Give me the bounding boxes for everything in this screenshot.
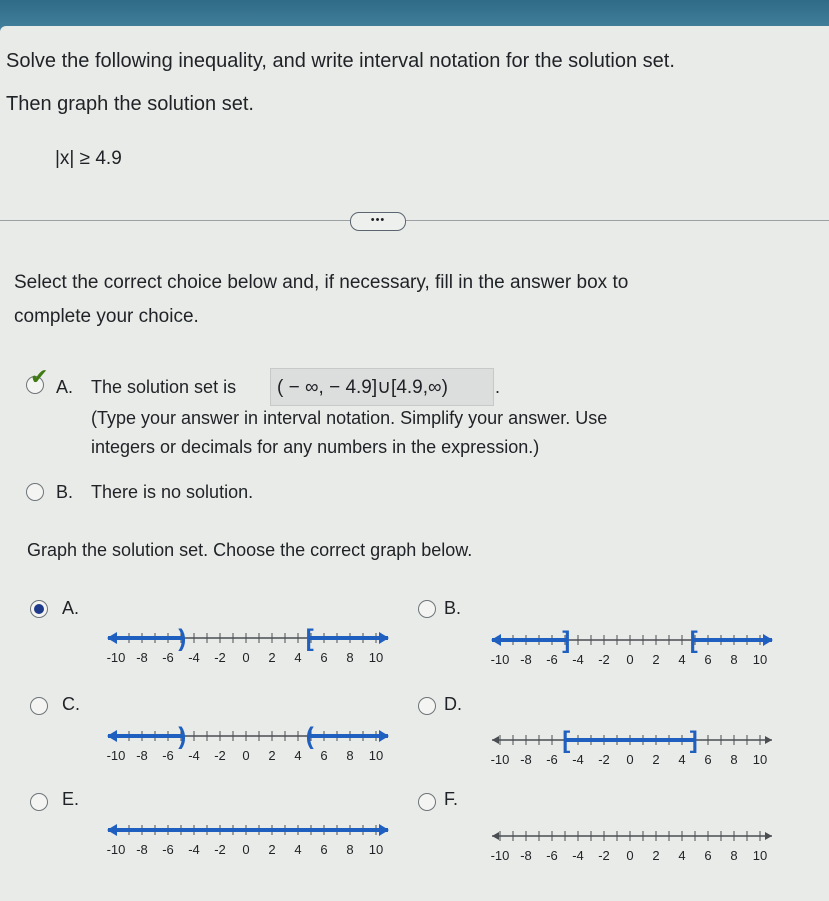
graph-option-d-radio[interactable] [418,697,436,715]
tick-label: 4 [678,848,686,863]
correct-check-icon: ✔ [30,364,49,389]
tick-label: 4 [294,842,302,857]
tick-label: -6 [546,652,558,667]
tick-label: 2 [652,652,660,667]
instructions-line-2: complete your choice. [14,306,199,327]
section-divider [0,220,829,221]
endpoint-bracket: ] [562,627,571,654]
tick-label: 10 [752,848,768,863]
tick-label: -10 [490,652,510,667]
graph-option-f-radio[interactable] [418,793,436,811]
tick-label: -8 [136,842,148,857]
instructions-line-1: Select the correct choice below and, if necessary, fill in the answer box to [14,272,629,293]
tick-label: -10 [490,848,510,863]
tick-label: 8 [346,842,354,857]
inequality-expression: |x| ≥ 4.9 [55,148,122,169]
number-line-graph[interactable] [484,722,784,782]
endpoint-bracket: [ [689,627,698,654]
graph-option-letter: C. [62,694,80,714]
tick-label: -4 [572,652,584,667]
tick-label: -8 [520,848,532,863]
number-line-graph[interactable] [484,818,784,878]
tick-label: 6 [320,748,328,763]
tick-label: 10 [368,748,384,763]
tick-label: 10 [752,752,768,767]
endpoint-bracket: ( [305,723,314,750]
axis-arrow-left [492,736,499,744]
shade-arrow-left [107,632,117,644]
tick-label: -10 [490,752,510,767]
choice-b-radio[interactable] [26,483,44,501]
more-button[interactable]: ••• [350,212,406,231]
graph-option-c-radio[interactable] [30,697,48,715]
tick-label: 6 [320,650,328,665]
tick-label: 0 [626,848,634,863]
tick-label: -2 [214,842,226,857]
axis-arrow-left [492,832,499,840]
answer-period: . [495,377,501,397]
tick-label: -4 [188,748,200,763]
tick-label: 8 [730,652,738,667]
graph-option-e-radio[interactable] [30,793,48,811]
tick-label: 10 [368,842,384,857]
tick-label: 2 [652,848,660,863]
tick-label: 8 [730,848,738,863]
shade-arrow-right [379,824,389,836]
tick-label: -8 [136,748,148,763]
tick-label: 6 [320,842,328,857]
choice-a-hint-2: integers or decimals for any numbers in the expression.) [91,437,540,457]
tick-label: 2 [652,752,660,767]
tick-label: 2 [268,650,276,665]
endpoint-bracket: ] [689,727,698,754]
tick-label: 10 [752,652,768,667]
tick-label: 4 [294,650,302,665]
tick-label: 0 [242,748,250,763]
tick-label: 0 [626,752,634,767]
tick-label: 4 [294,748,302,763]
question-line-2: Then graph the solution set. [6,93,254,115]
tick-label: 8 [730,752,738,767]
tick-label: 6 [704,848,712,863]
endpoint-bracket: ) [178,723,187,750]
choice-b-letter: B. [56,482,74,502]
tick-label: -6 [546,752,558,767]
choice-a-letter: A. [56,377,74,397]
tick-label: -10 [106,748,126,763]
tick-label: 2 [268,748,276,763]
graph-option-a-radio[interactable] [30,600,48,618]
graph-prompt: Graph the solution set. Choose the correct graph below. [27,540,473,560]
shade-arrow-left [107,824,117,836]
graph-option-b-radio[interactable] [418,600,436,618]
tick-label: -4 [572,752,584,767]
tick-label: 4 [678,752,686,767]
graph-option-letter: B. [444,598,462,618]
tick-label: 10 [368,650,384,665]
tick-label: -6 [546,848,558,863]
tick-label: -2 [598,848,610,863]
tick-label: 8 [346,748,354,763]
tick-label: -6 [162,748,174,763]
shade-arrow-left [107,730,117,742]
tick-label: -2 [214,650,226,665]
tick-label: -10 [106,842,126,857]
answer-box[interactable] [270,368,494,406]
choice-b-text: There is no solution. [91,482,254,502]
tick-label: 6 [704,652,712,667]
tick-label: 8 [346,650,354,665]
tick-label: -4 [188,650,200,665]
axis-arrow-right [765,736,772,744]
tick-label: 0 [242,842,250,857]
tick-label: -2 [214,748,226,763]
choice-a-hint-1: (Type your answer in interval notation. Simplify your answer. Use [91,408,608,428]
graph-option-letter: A. [62,598,80,618]
graph-option-letter: E. [62,789,80,809]
tick-label: 6 [704,752,712,767]
number-line-graph[interactable] [100,620,400,680]
tick-label: -2 [598,752,610,767]
shade-arrow-right [763,634,773,646]
tick-label: -6 [162,842,174,857]
shade-arrow-right [379,632,389,644]
shade-arrow-right [379,730,389,742]
tick-label: -10 [106,650,126,665]
tick-label: -4 [572,848,584,863]
graph-option-letter: D. [444,694,462,714]
tick-label: -8 [520,652,532,667]
tick-label: 0 [626,652,634,667]
shade-arrow-left [491,634,501,646]
question-line-1: Solve the following inequality, and write interval notation for the solution set. [6,50,675,72]
endpoint-bracket: [ [562,727,571,754]
tick-label: -8 [136,650,148,665]
tick-label: 0 [242,650,250,665]
number-line-graph[interactable] [100,812,400,872]
answer-value: ( − ∞, − 4.9]∪[4.9,∞) [277,377,448,398]
graph-option-letter: F. [444,789,459,809]
endpoint-bracket: [ [305,625,314,652]
choice-a-text: The solution set is [91,377,237,397]
tick-label: -8 [520,752,532,767]
tick-label: 2 [268,842,276,857]
number-line-graph[interactable] [484,622,784,682]
number-line-graph[interactable] [100,718,400,778]
endpoint-bracket: ) [178,625,187,652]
tick-label: -4 [188,842,200,857]
axis-arrow-right [765,832,772,840]
tick-label: 4 [678,652,686,667]
tick-label: -6 [162,650,174,665]
tick-label: -2 [598,652,610,667]
